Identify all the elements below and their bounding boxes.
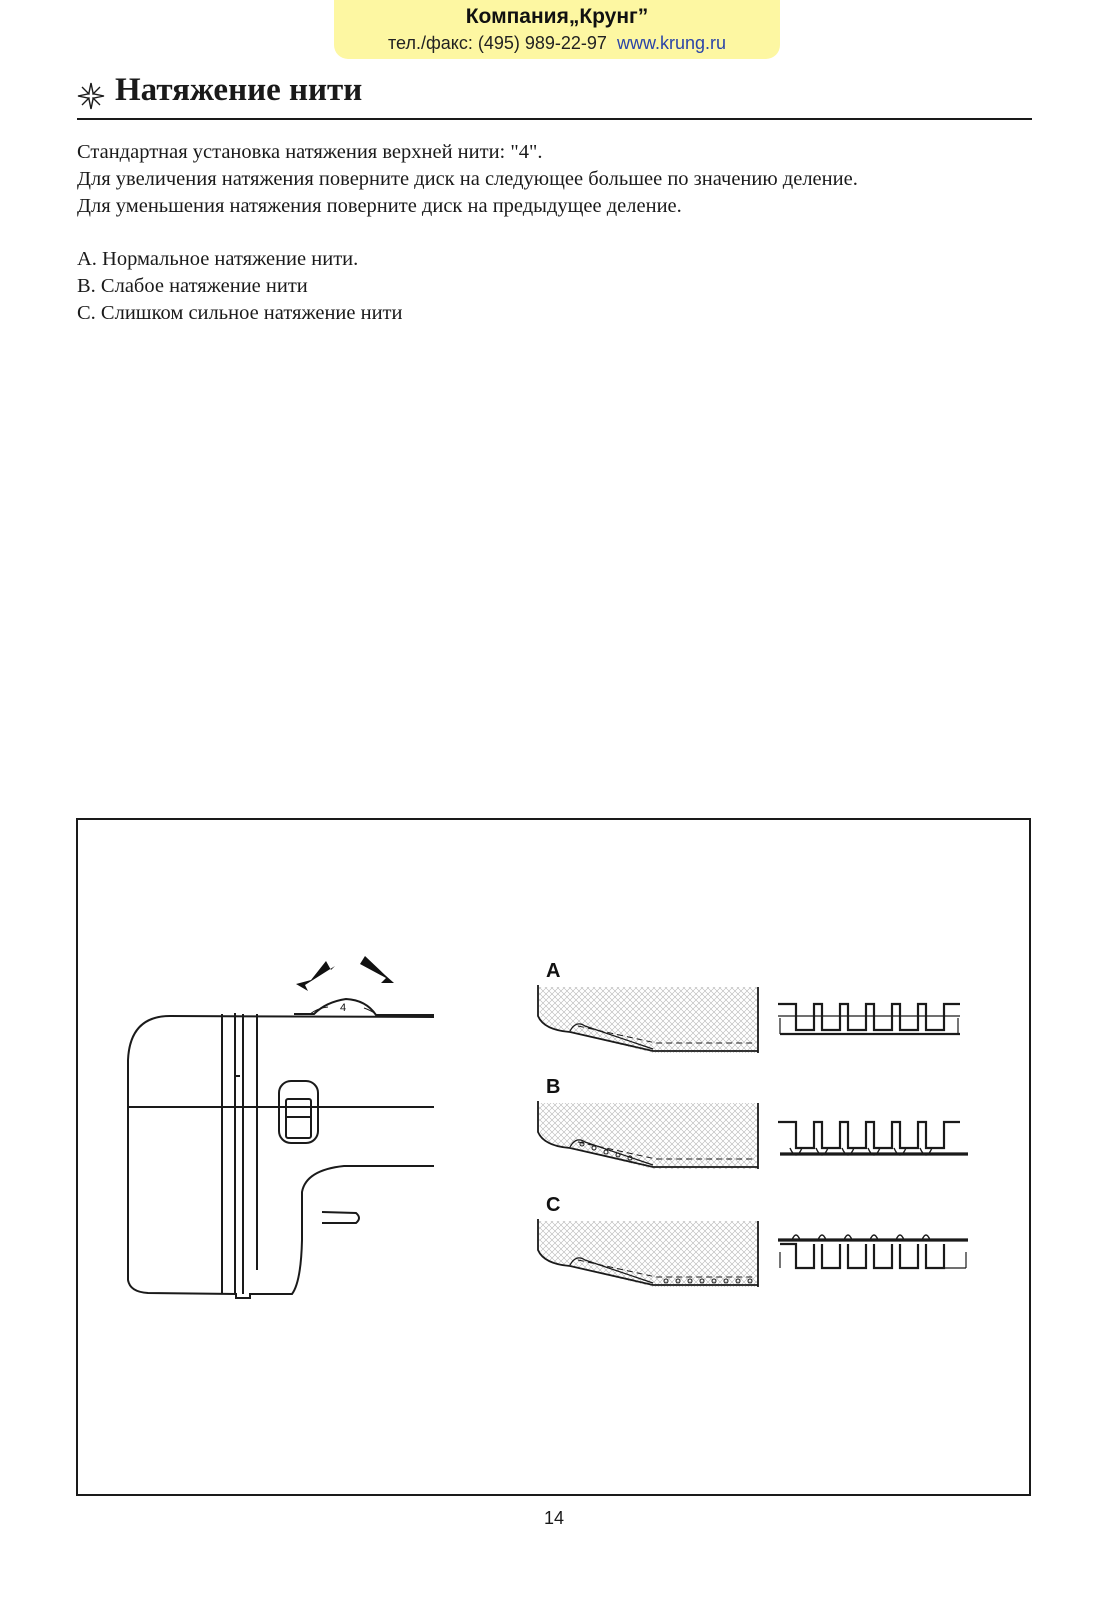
label-a: A (546, 960, 561, 982)
stitch-diagram-c (778, 1235, 968, 1268)
intro-line: Стандартная установка натяжения верхней нити: "4". (77, 141, 543, 163)
label-b: B (546, 1076, 561, 1098)
intro-paragraph (77, 139, 858, 220)
company-contacts (334, 33, 780, 54)
panel-a (538, 960, 960, 1053)
intro-line: Для уменьшения натяжения поверните диск на предыдущее деление. (77, 195, 682, 217)
legend-item-b: B. Слабое натяжение нити (77, 275, 308, 297)
tension-figure (76, 818, 1031, 1496)
company-banner (334, 0, 780, 59)
stitch-diagram-a (778, 1004, 960, 1034)
legend-list (77, 246, 403, 327)
label-c: C (546, 1194, 561, 1216)
company-name: Компания„Крунг” (465, 5, 649, 28)
panel-b (538, 1076, 968, 1169)
legend-item-a: A. Нормальное натяжение нити. (77, 248, 359, 270)
legend-item-c: C. Слишком сильное натяжение нити (77, 302, 403, 324)
star-compass-icon (77, 82, 105, 110)
stitch-diagram-b (778, 1122, 968, 1155)
section-title: Натяжение нити (115, 72, 363, 108)
company-url[interactable]: www.krung.ru (616, 33, 726, 53)
turn-left-arrow-icon (296, 961, 335, 991)
figure-drawing (78, 820, 1033, 1498)
panel-c (538, 1194, 968, 1287)
machine-head-illustration (128, 999, 434, 1298)
intro-line: Для увеличения натяжения поверните диск на следующее большее по значению деление. (77, 168, 858, 190)
tension-dial-value: 4 (339, 1002, 347, 1014)
section-header (77, 70, 1032, 120)
turn-right-arrow-icon (360, 956, 394, 983)
page-number: 14 (543, 1508, 565, 1528)
company-phone: тел./факс: (495) 989-22-97 (388, 33, 607, 53)
